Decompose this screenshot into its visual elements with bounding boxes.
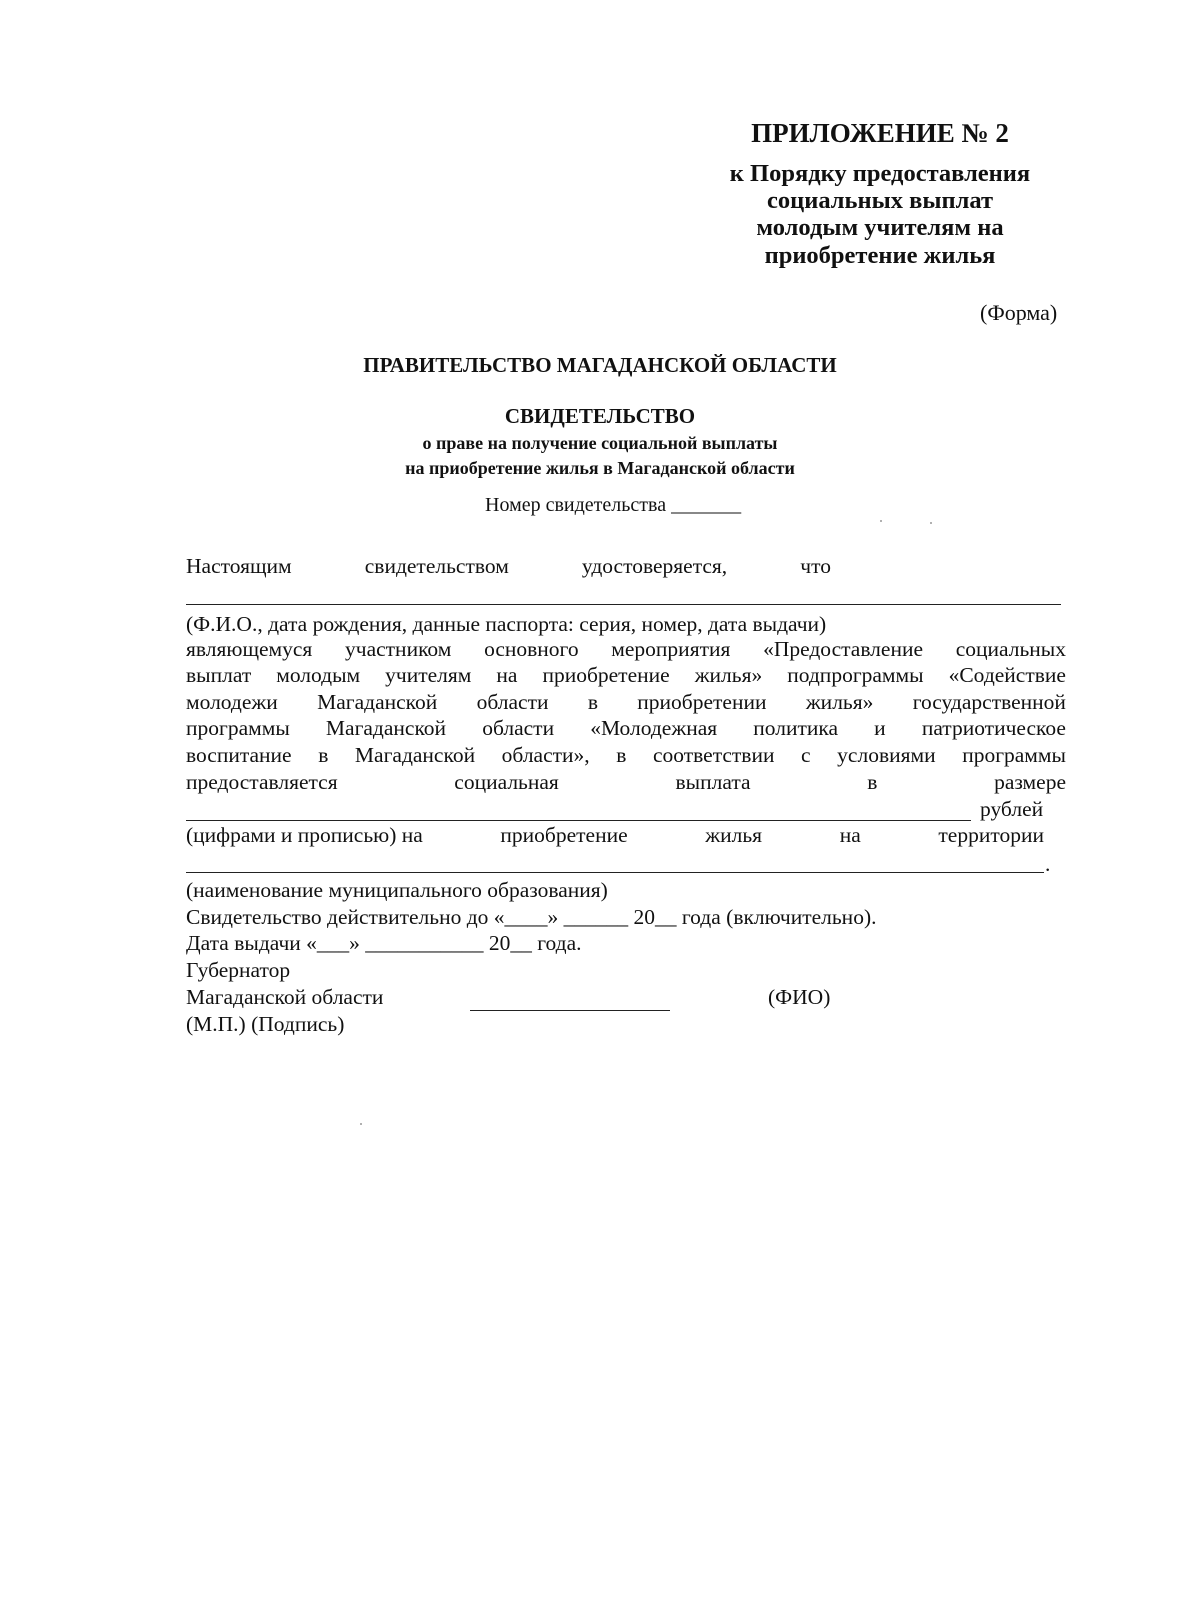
word: в (587, 690, 598, 714)
word: молодым (276, 663, 361, 687)
government-heading: ПРАВИТЕЛЬСТВО МАГАДАНСКОЙ ОБЛАСТИ (363, 353, 837, 377)
municipality-caption: (наименование муниципального образования) (186, 878, 608, 902)
word: с (801, 743, 811, 767)
word: Магаданской (317, 690, 438, 714)
certificate-number-field[interactable]: Номер свидетельства _______ (485, 494, 742, 516)
word: являющемуся (186, 637, 313, 661)
certificate-subtitle-2: на приобретение жилья в Магаданской области (405, 458, 795, 478)
paragraph-line-4 (186, 716, 1066, 741)
word: Настоящим (186, 554, 292, 578)
word: приобретении (637, 690, 767, 714)
word: подпрограммы (787, 663, 924, 687)
intro-line (186, 554, 831, 579)
word: «Содействие (948, 663, 1066, 687)
rubles-label: рублей (980, 797, 1044, 821)
word: жилья» (805, 690, 874, 714)
issue-date-line[interactable]: Дата выдачи «___» ___________ 20__ года. (186, 931, 582, 955)
paragraph-line-3 (186, 690, 1066, 715)
word: предоставляется (186, 770, 338, 794)
word: приобретение (500, 823, 628, 847)
word: в (318, 743, 329, 767)
scan-speck (360, 1123, 362, 1125)
signature-fill-line[interactable] (470, 1010, 670, 1011)
appendix-line-1: к Порядку предоставления (729, 160, 1031, 187)
word: соответствии (652, 743, 775, 767)
word: на (496, 663, 518, 687)
appendix-title: ПРИЛОЖЕНИЕ № 2 (751, 118, 1009, 148)
word: в (867, 770, 878, 794)
appendix-line-2: социальных выплат (766, 187, 993, 214)
governor-label-1: Губернатор (186, 958, 291, 982)
word: патриотическое (921, 716, 1066, 740)
word: «Молодежная (590, 716, 718, 740)
paragraph-line-5 (186, 743, 1066, 768)
fio-fill-line[interactable] (186, 604, 1061, 605)
word: жилья (705, 823, 763, 847)
valid-until-line[interactable]: Свидетельство действительно до «____» ______ 20__ года (включительно). (186, 905, 877, 929)
form-mark: (Форма) (980, 300, 1058, 325)
word: в (616, 743, 627, 767)
word: основного (484, 637, 579, 661)
word: участником (345, 637, 452, 661)
word: и (874, 716, 886, 740)
word: учителям (385, 663, 472, 687)
seal-signature-label: (М.П.) (Подпись) (186, 1012, 345, 1036)
governor-label-2: Магаданской области (186, 985, 384, 1009)
word: свидетельством (364, 554, 509, 578)
word: жилья» (694, 663, 763, 687)
word: территории (938, 823, 1044, 847)
word: удостоверяется, (581, 554, 728, 578)
appendix-line-3: молодым учителям на (756, 214, 1004, 241)
municipality-fill-line[interactable] (186, 872, 1044, 873)
appendix-line-4: приобретение жилья (764, 242, 996, 269)
word: области (482, 716, 555, 740)
paragraph-line-6 (186, 770, 1066, 795)
word: выплата (675, 770, 751, 794)
word: Магаданской (325, 716, 447, 740)
fio-label: (ФИО) (768, 985, 831, 1009)
word: программы (962, 743, 1066, 767)
word: области», (501, 743, 590, 767)
paragraph-line-7 (186, 823, 1044, 848)
fio-caption: (Ф.И.О., дата рождения, данные паспорта: серия, номер, дата выдачи) (186, 612, 827, 636)
word: выплат (186, 663, 252, 687)
certificate-subtitle-1: о праве на получение социальной выплаты (422, 433, 778, 453)
word: социальная (454, 770, 559, 794)
period-mark: . (1045, 852, 1051, 876)
word: условиями (837, 743, 936, 767)
scan-speck (880, 520, 882, 522)
word: мероприятия (611, 637, 731, 661)
word: что (800, 554, 831, 578)
word: приобретение (542, 663, 670, 687)
word: области (476, 690, 549, 714)
word: воспитание (186, 743, 292, 767)
word: «Предоставление (763, 637, 924, 661)
word: Магаданской (354, 743, 476, 767)
word: размере (994, 770, 1066, 794)
word: на (839, 823, 861, 847)
word: социальных (955, 637, 1066, 661)
word: государственной (912, 690, 1066, 714)
scan-speck (930, 522, 932, 524)
word: политика (753, 716, 839, 740)
paragraph-line-2 (186, 663, 1066, 688)
paragraph-line-1 (186, 637, 1066, 662)
word: программы (186, 716, 290, 740)
word: молодежи (186, 690, 278, 714)
certificate-title: СВИДЕТЕЛЬСТВО (504, 404, 696, 428)
amount-fill-line[interactable] (186, 820, 971, 821)
word: (цифрами и прописью) на (186, 823, 423, 847)
